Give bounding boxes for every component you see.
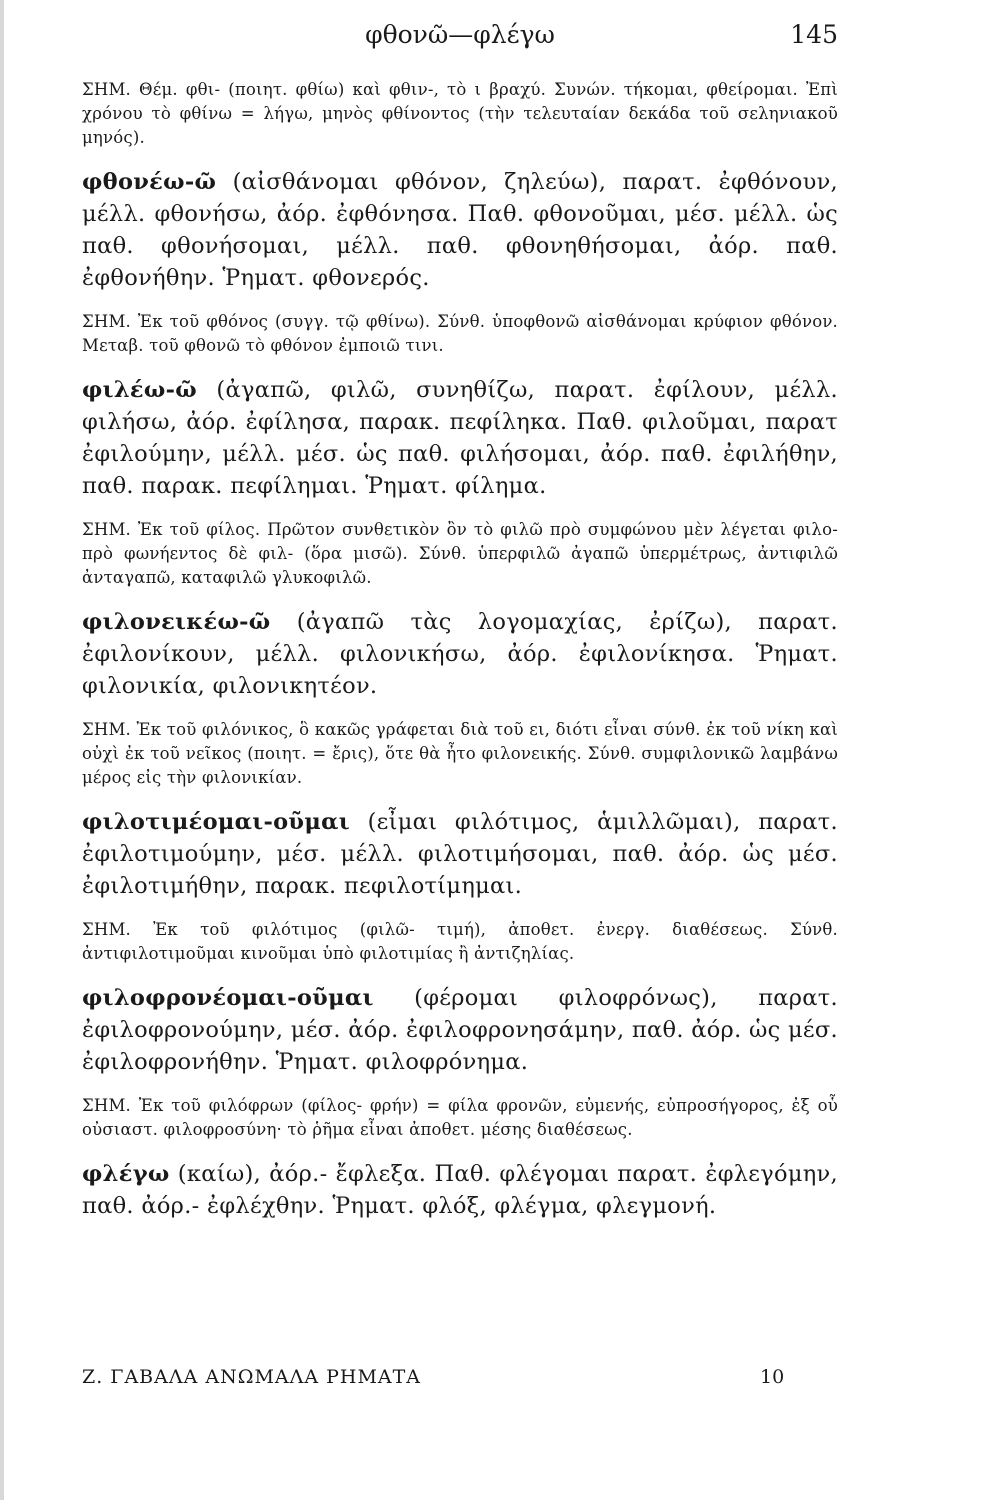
page-edge-shadow: [0, 0, 4, 1500]
entry-body: (φέρομαι φιλοφρόνως), παρατ. ἐφιλοφρονούμην, μέσ. ἀόρ. ἐφιλοφρονησάμην, παθ. ἀόρ. ὡς μέσ. ἐφιλοφρονήθην. Ῥηματ. φιλοφρόνημα.: [82, 985, 838, 1075]
sheet-number: 10: [760, 1366, 785, 1388]
entry-body: (εἶμαι φιλότιμος, ἁμιλλῶμαι), παρατ. ἐφιλοτιμούμην, μέσ. μέλλ. φιλοτιμήσομαι, παθ. ἀόρ. ὡς μέσ. ἐφιλοτιμήθην, παρακ. πεφιλοτίμημαι.: [82, 809, 838, 899]
entry-body: (αἰσθάνομαι φθόνον, ζηλεύω), παρατ. ἐφθόνουν, μέλλ. φθονήσω, ἀόρ. ἐφθόνησα. Παθ. φθονοῦμαι, μέσ. μέλλ. ὡς παθ. φθονήσομαι, μέλλ. παθ. φθονηθήσομαι, ἀόρ. παθ. ἐφθονήθην. Ῥηματ. φθονερός.: [82, 169, 838, 291]
entry-body: (ἀγαπῶ, φιλῶ, συνηθίζω, παρατ. ἐφίλουν, μέλλ. φιλήσω, ἀόρ. ἐφίλησα, παρακ. πεφίληκα. Παθ. φιλοῦμαι, παρατ ἐφιλούμην, μέλλ. μέσ. ὡς παθ. φιλήσομαι, ἀόρ. παθ. ἐφιλήθην, παθ. παρακ. πεφίλημαι. Ῥηματ. φίλημα.: [82, 377, 838, 499]
entry-body: (ἀγαπῶ τὰς λογομαχίας, ἐρίζω), παρατ. ἐφιλονίκουν, μέλλ. φιλονικήσω, ἀόρ. ἐφιλονίκησα. Ῥηματ. φιλονικία, φιλονικητέον.: [82, 609, 838, 699]
running-head: φθονῶ—φλέγω: [365, 20, 555, 49]
verb-entry: [82, 806, 838, 902]
page-footer: [82, 1366, 838, 1396]
verb-entry: [82, 166, 838, 294]
page-header: [82, 20, 838, 60]
entry-body: (καίω), ἀόρ.- ἔφλεξα. Παθ. φλέγομαι παρατ. ἐφλεγόμην, παθ. ἀόρ.- ἐφλέχθην. Ῥηματ. φλόξ, φλέγμα, φλεγμονή.: [82, 1161, 838, 1219]
entry-headword: φιλέω-ῶ: [82, 377, 197, 403]
note-block: ΣΗΜ. Ἐκ τοῦ φθόνος (συγγ. τῷ φθίνω). Σύνθ. ὑποφθονῶ αἰσθάνομαι κρύφιον φθόνον. Μεταβ. τοῦ φθονῶ τὸ φθόνον ἐμποιῶ τινι.: [82, 312, 838, 355]
note-block: ΣΗΜ. Ἐκ τοῦ φιλόφρων (φίλος- φρήν) = φίλα φρονῶν, εὐμενής, εὐπροσήγορος, ἐξ οὗ οὐσιαστ. φιλοφροσύνη· τὸ ῥῆμα εἶναι ἀποθετ. μέσης διαθέσεως.: [82, 1096, 838, 1139]
entry-headword: φιλοφρονέομαι-οῦμαι: [82, 985, 374, 1011]
entry-headword: φιλοτιμέομαι-οῦμαι: [82, 809, 350, 835]
note-block: ΣΗΜ. Ἐκ τοῦ φίλος. Πρῶτον συνθετικὸν ὂν τὸ φιλῶ πρὸ συμφώνου μὲν λέγεται φιλο- πρὸ φωνήεντος δὲ φιλ- (ὅρα μισῶ). Σύνθ. ὑπερφιλῶ ἀγαπῶ ὑπερμέτρως, ἀντιφιλῶ ἀνταγαπῶ, καταφιλῶ γλυκοφιλῶ.: [82, 520, 838, 587]
note-block: ΣΗΜ. Ἐκ τοῦ φιλόνικος, ὃ κακῶς γράφεται διὰ τοῦ ει, διότι εἶναι σύνθ. ἐκ τοῦ νίκη καὶ οὐχὶ ἐκ τοῦ νεῖκος (ποιητ. = ἔρις), ὅτε θὰ ἦτο φιλονεικής. Σύνθ. συμφιλονικῶ λαμβάνω μέρος εἰς τὴν φιλονικίαν.: [82, 720, 838, 787]
verb-entry: [82, 374, 838, 502]
note-block: ΣΗΜ. Θέμ. φθι- (ποιητ. φθίω) καὶ φθιν-, τὸ ι βραχύ. Συνών. τήκομαι, φθείρομαι. Ἐπὶ χρόνου τὸ φθίνω = λήγω, μηνὸς φθίνοντος (τὴν τελευταίαν δεκάδα τοῦ σεληνιακοῦ μηνός).: [82, 80, 838, 147]
note-block: ΣΗΜ. Ἐκ τοῦ φιλότιμος (φιλῶ- τιμή), ἀποθετ. ἐνεργ. διαθέσεως. Σύνθ. ἀντιφιλοτιμοῦμαι κινοῦμαι ὑπὸ φιλοτιμίας ἢ ἀντιζηλίας.: [82, 920, 838, 963]
entry-headword: φθονέω-ῶ: [82, 169, 217, 195]
verb-entry: [82, 1158, 838, 1222]
printer-signature: Ζ. ΓΑΒΑΛΑ ΑΝΩΜΑΛΑ ΡΗΜΑΤΑ: [82, 1366, 422, 1388]
entry-headword: φλέγω: [82, 1161, 170, 1187]
page-number: 145: [790, 20, 838, 49]
verb-entry: [82, 982, 838, 1078]
entry-headword: φιλονεικέω-ῶ: [82, 609, 271, 635]
verb-entry: [82, 606, 838, 702]
page-content: [82, 78, 838, 1238]
